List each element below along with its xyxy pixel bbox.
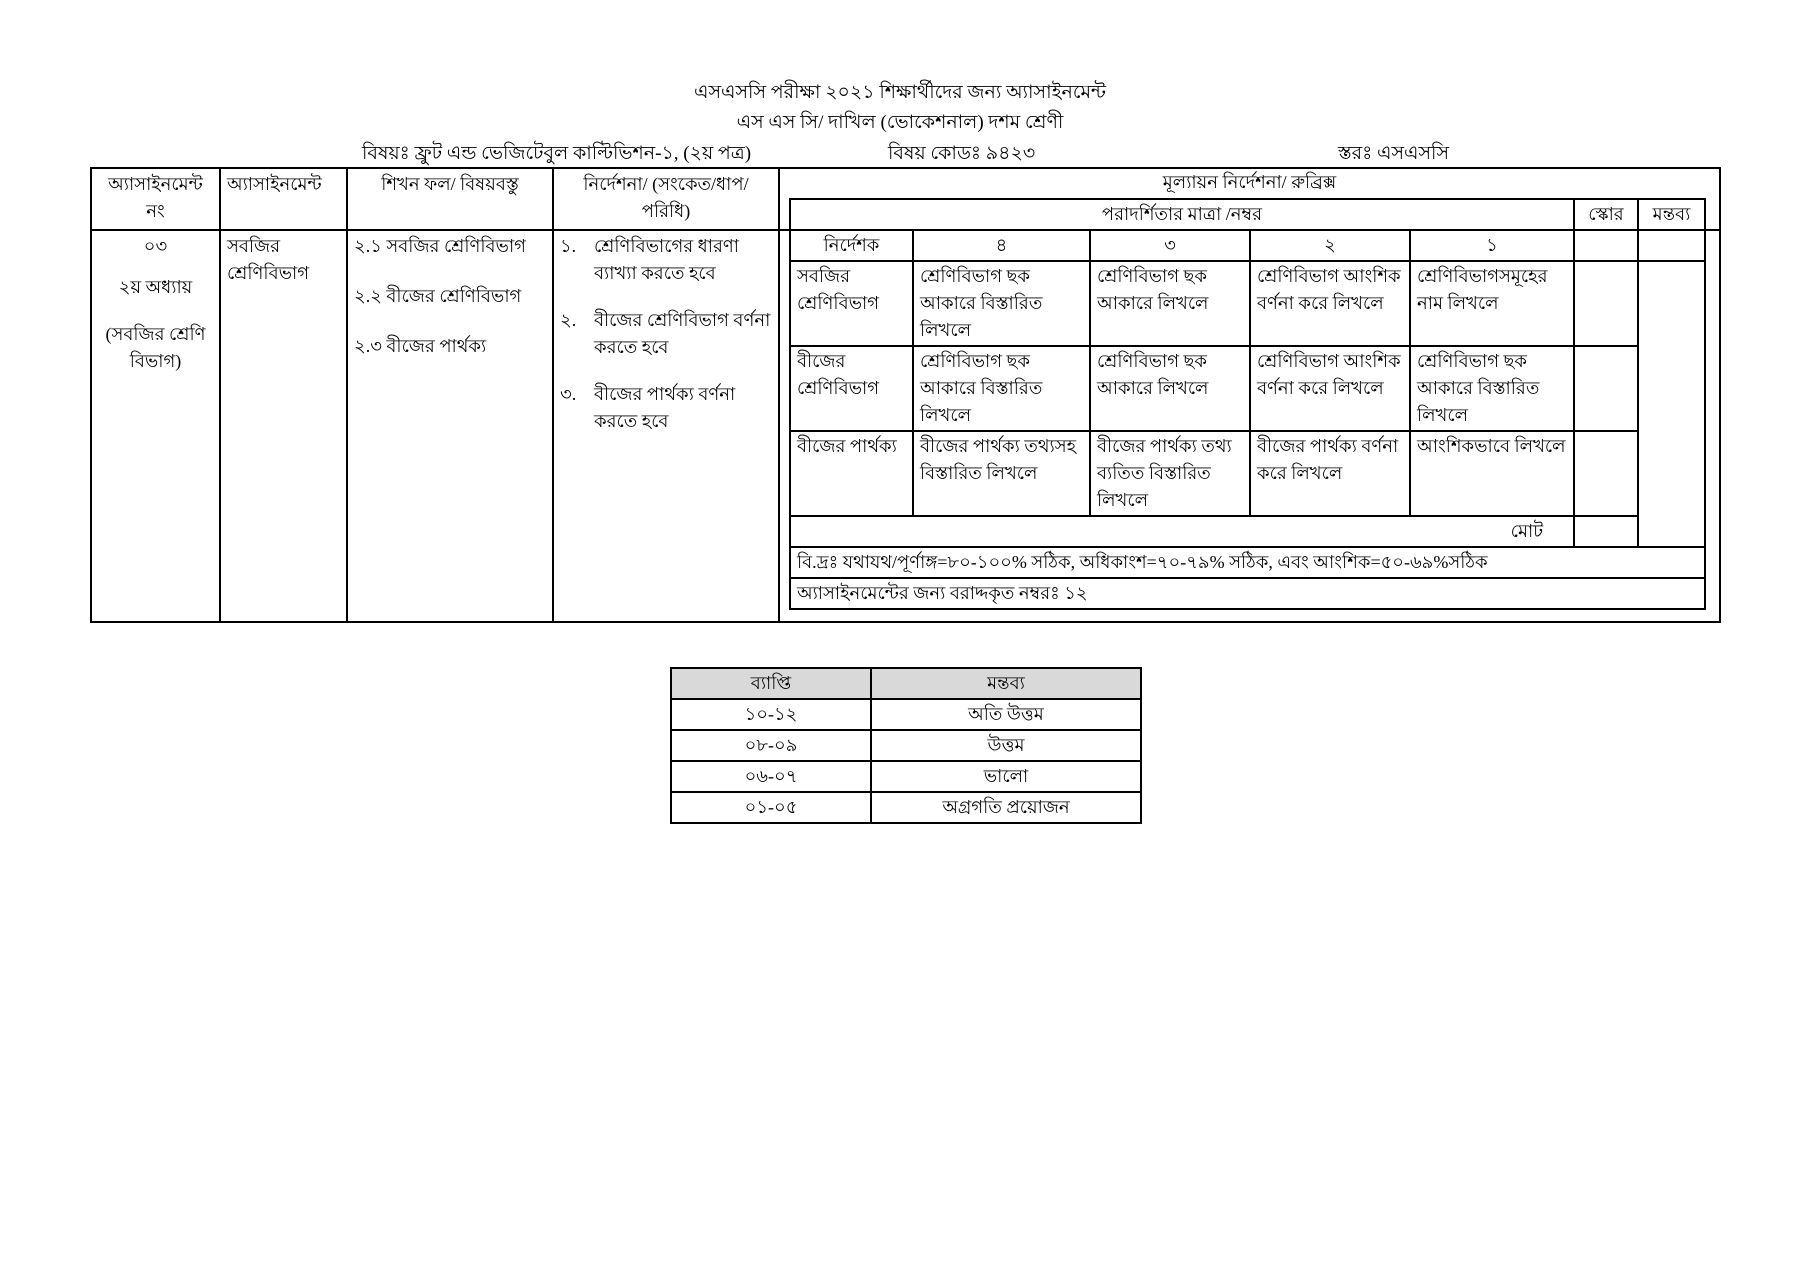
rubric-score-header: স্কোর — [1574, 199, 1638, 261]
instruction-item: ৩. বীজের পার্থক্য বর্ণনা করতে হবে — [560, 384, 736, 431]
rubric-row — [790, 431, 1705, 516]
grading-row — [671, 730, 1141, 761]
instruction-item: ১. শ্রেণিবিভাগের ধারণা ব্যাখ্যা করতে হবে — [560, 236, 739, 283]
rubric-table — [789, 198, 1706, 610]
rubric-cell: বীজের পার্থক্য বর্ণনা করে লিখলে — [1250, 431, 1410, 516]
header-instructions: নির্দেশনা/ (সংকেত/ধাপ/পরিধি) — [553, 168, 779, 230]
rubric-indicator: সবজির শ্রেণিবিভাগ — [790, 261, 913, 346]
rubric-cell: শ্রেণিবিভাগ আংশিক বর্ণনা করে লিখলে — [1250, 261, 1410, 346]
grading-row — [671, 699, 1141, 730]
rubric-col-indicator: নির্দেশক — [790, 230, 913, 261]
remark-cell[interactable] — [1638, 261, 1705, 547]
outcome: ২.৩ বীজের পার্থক্য — [354, 336, 487, 356]
grading-table — [670, 667, 1142, 824]
grading-header-range: ব্যাপ্তি — [671, 668, 871, 699]
allocated-marks: অ্যাসাইনমেন্টের জন্য বরাদ্দকৃত নম্বরঃ ১২ — [790, 578, 1705, 609]
assignment-no-cell — [91, 230, 220, 622]
rubric-col-4: ৪ — [913, 230, 1090, 261]
rubric-indicator: বীজের পার্থক্য — [790, 431, 913, 516]
rubric-cell: শ্রেণিবিভাগ ছক আকারে বিস্তারিত লিখলে — [1410, 346, 1574, 431]
rubric-cell: শ্রেণিবিভাগ ছক আকারে লিখলে — [1090, 261, 1250, 346]
assignment-no: ০৩ — [143, 236, 168, 256]
rubric-cell: শ্রেণিবিভাগসমূহের নাম লিখলে — [1410, 261, 1574, 346]
grading-range: ০১-০৫ — [671, 792, 871, 823]
doc-subtitle: এস এস সি/ দাখিল (ভোকেশনাল) দশম শ্রেণী — [736, 112, 1064, 133]
rubric-row — [790, 346, 1705, 431]
score-cell[interactable] — [1574, 346, 1638, 431]
grading-range: ০৮-০৯ — [671, 730, 871, 761]
rubric-cell: শ্রেণিবিভাগ ছক আকারে বিস্তারিত লিখলে — [913, 261, 1090, 346]
rubric-cell: বীজের পার্থক্য তথ্যসহ বিস্তারিত লিখলে — [913, 431, 1090, 516]
rubric-row — [790, 261, 1705, 346]
rubric-col-3: ৩ — [1090, 230, 1250, 261]
grading-row — [671, 761, 1141, 792]
rubric-cell: শ্রেণিবিভাগ আংশিক বর্ণনা করে লিখলে — [1250, 346, 1410, 431]
score-cell[interactable] — [1574, 261, 1638, 346]
grading-row — [671, 792, 1141, 823]
grading-header-remark: মন্তব্য — [871, 668, 1141, 699]
header-assignment-no: অ্যাসাইনমেন্ট নং — [91, 168, 220, 230]
rubric-cell: শ্রেণিবিভাগ ছক আকারে বিস্তারিত লিখলে — [913, 346, 1090, 431]
header-rubric: মূল্যায়ন নির্দেশনা/ রুব্রিক্স — [779, 168, 1720, 230]
rubric-cell: আংশিকভাবে লিখলে — [1410, 431, 1574, 516]
assignment-title: সবজির শ্রেণিবিভাগ — [220, 230, 347, 622]
total-label: মোট — [790, 516, 1574, 547]
outcome: ২.২ বীজের শ্রেণিবিভাগ — [354, 286, 522, 306]
rubric-col-1: ১ — [1410, 230, 1574, 261]
grading-remark: অগ্রগতি প্রয়োজন — [871, 792, 1141, 823]
header-assignment: অ্যাসাইনমেন্ট — [220, 168, 347, 230]
grading-range: ০৬-০৭ — [671, 761, 871, 792]
rubric-level-header: পরাদর্শিতার মাত্রা /নম্বর — [790, 199, 1574, 230]
doc-title: এসএসসি পরীক্ষা ২০২১ শিক্ষার্থীদের জন্য অ্যাসাইনমেন্ট — [694, 82, 1106, 103]
grading-range: ১০-১২ — [671, 699, 871, 730]
instructions-cell — [553, 230, 779, 622]
chapter-topic: (সবজির শ্রেণি বিভাগ) — [105, 324, 206, 371]
score-cell[interactable] — [1574, 431, 1638, 516]
rubric-indicator: বীজের শ্রেণিবিভাগ — [790, 346, 913, 431]
rubric-col-2: ২ — [1250, 230, 1410, 261]
header-outcomes: শিখন ফল/ বিষয়বস্তু — [347, 168, 553, 230]
outcome: ২.১ সবজির শ্রেণিবিভাগ — [354, 236, 526, 256]
chapter: ২য় অধ্যায় — [118, 277, 193, 297]
level-label: স্তরঃ এসএসসি — [1338, 143, 1449, 164]
subject-code: বিষয় কোডঃ ৯৪২৩ — [888, 143, 1036, 164]
rubric-cell: শ্রেণিবিভাগ ছক আকারে লিখলে — [1090, 346, 1250, 431]
instruction-item: ২. বীজের শ্রেণিবিভাগ বর্ণনা করতে হবে — [560, 310, 771, 357]
outcomes-cell — [347, 230, 553, 622]
rubric-remark-header: মন্তব্য — [1638, 199, 1705, 261]
grading-remark: উত্তম — [871, 730, 1141, 761]
grading-remark: ভালো — [871, 761, 1141, 792]
rubric-note: বি.দ্রঃ যথাযথ/পূর্ণাঙ্গ=৮০-১০০% সঠিক, অধিকাংশ=৭০-৭৯% সঠিক, এবং আংশিক=৫০-৬৯%সঠিক — [790, 547, 1705, 578]
subject-label: বিষয়ঃ ফ্রুট এন্ড ভেজিটেবুল কাল্টিভিশন-১, (২য় পত্র) — [362, 143, 752, 164]
grading-remark: অতি উত্তম — [871, 699, 1141, 730]
rubric-cell: বীজের পার্থক্য তথ্য ব্যতিত বিস্তারিত লিখলে — [1090, 431, 1250, 516]
total-score-cell[interactable] — [1574, 516, 1638, 547]
